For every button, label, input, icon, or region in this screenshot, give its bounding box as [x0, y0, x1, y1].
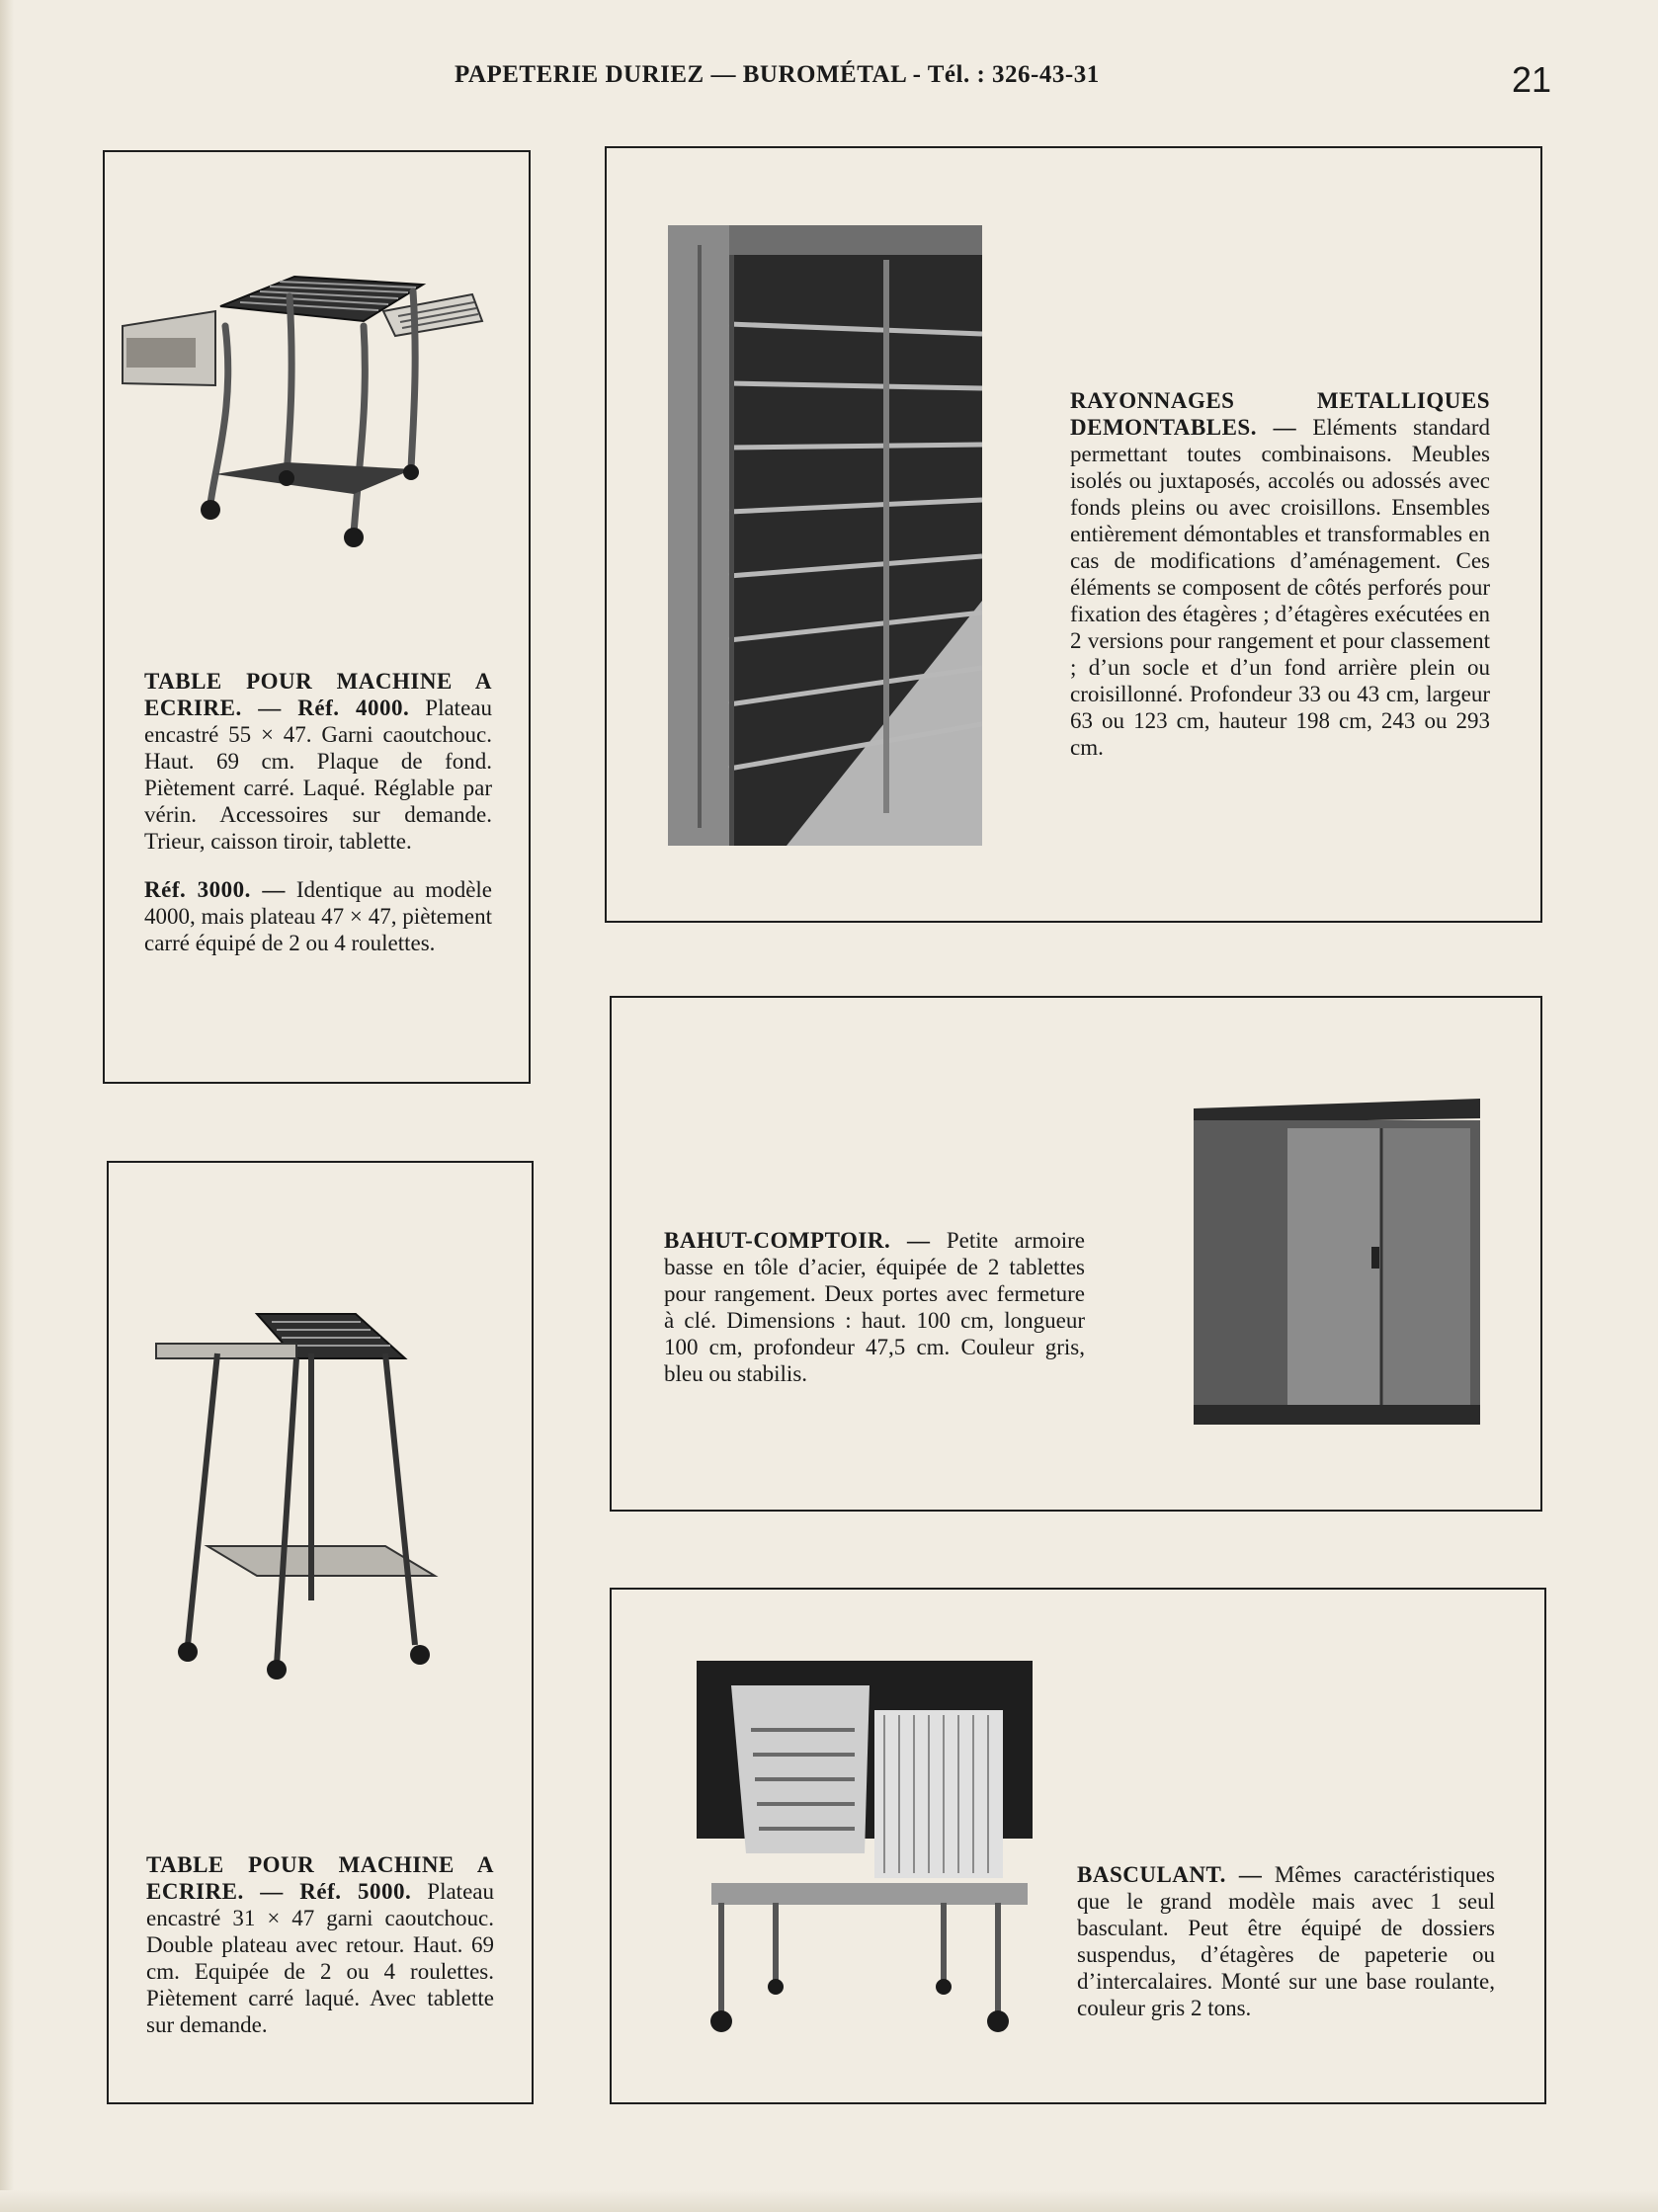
photo-typewriter-table-4000 [117, 267, 512, 548]
page-bottom-edge [0, 2190, 1658, 2212]
product-title: RAYONNAGES METALLIQUES DEMONTABLES. — [1070, 388, 1490, 440]
photo-typewriter-table-5000 [148, 1304, 484, 1679]
product-title: BASCULANT. — [1077, 1862, 1263, 1887]
product-body: Plateau encastré 31 × 47 garni caoutchouc. Double plateau avec retour. Haut. 69 cm. Equipée de 2 ou 4 roulettes. Piètement carré laqué. Avec tablette sur demande. [146, 1879, 494, 2037]
product-title: TABLE POUR MACHINE A ECRIRE. — Réf. 4000. [144, 669, 492, 720]
product-body: Petite armoire basse en tôle d’acier, équipée de 2 tablettes pour rangement. Deux portes avec fermeture à clé. Dimensions : haut. 100 cm, longueur 100 cm, profondeur 47,5 cm. Couleur gris, bleu ou stabilis. [664, 1228, 1085, 1386]
product-title: BAHUT-COMPTOIR. — [664, 1228, 931, 1253]
description-table-4000 [144, 668, 492, 956]
page-header: PAPETERIE DURIEZ — BUROMÉTAL - Tél. : 326-43-31 [455, 61, 1100, 88]
photo-basculant [692, 1656, 1039, 2051]
page-number: 21 [1512, 59, 1552, 100]
description-rayonnages [1070, 387, 1490, 761]
product-ref-title: Réf. 3000. — [144, 877, 286, 902]
photo-metal-shelving [668, 225, 982, 846]
description-table-5000 [146, 1851, 494, 2038]
page-binding-shadow [0, 0, 14, 2212]
description-bahut-comptoir [664, 1227, 1085, 1387]
product-body: Mêmes caractéristiques que le grand modèle mais avec 1 seul basculant. Peut être équipé de dossiers suspendus, d’étagères de papeterie ou d’intercalaires. Monté sur une base roulante, couleur gris 2 tons. [1077, 1862, 1496, 2020]
product-body: Eléments standard permettant toutes combinaisons. Meubles isolés ou juxtaposés, accolés ou adossés avec fonds pleins ou avec croisillons. Ensembles entièrement démontables et transformables en cas de modifications d’aménagement. Ces éléments se composent de côtés perforés pour fixation des étagères ; d’étagères exécutées en 2 versions pour rangement et pour classement ; d’un socle et d’un fond arrière plein ou croisillonné. Profondeur 33 ou 43 cm, largeur 63 ou 123 cm, hauteur 198 cm, 243 ou 293 cm. [1070, 415, 1490, 760]
product-body: Plateau encastré 55 × 47. Garni caoutchouc. Haut. 69 cm. Plaque de fond. Piètement carré. Laqué. Réglable par vérin. Accessoires sur demande. Trieur, caisson tiroir, tablette. [144, 696, 492, 854]
product-title: TABLE POUR MACHINE A ECRIRE. — Réf. 5000. [146, 1852, 494, 1904]
description-basculant [1077, 1861, 1495, 2021]
photo-bahut-cabinet [1184, 1089, 1490, 1434]
product-ref-body: Identique au modèle 4000, mais plateau 47 × 47, piètement carré équipé de 2 ou 4 roulettes. [144, 877, 493, 955]
